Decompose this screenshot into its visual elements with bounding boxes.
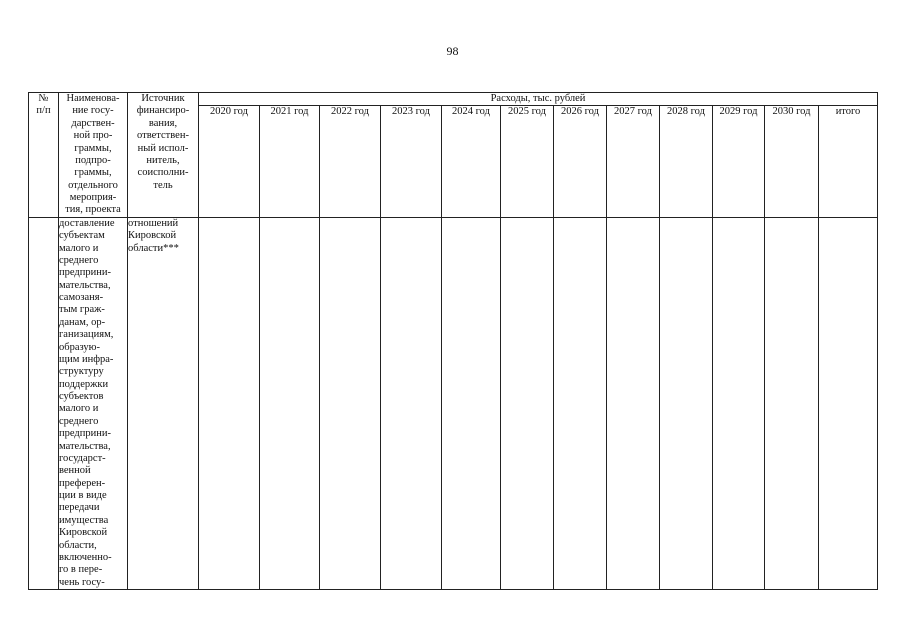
- cell-2028: [660, 217, 713, 589]
- cell-2026: [554, 217, 607, 589]
- header-year-2021: 2021 год: [260, 106, 320, 217]
- cell-name: доставление субъектам малого и среднего предприни- мательства, самозаня- тым граж- данам, ор- ганизациям, образую- щим инфра- структуру поддержки субъектов малого и среднего предприни- мательства, государст- венной преферен- ции в виде передачи имущества Кировской области, включенно- го в пере- чень госу-: [59, 217, 128, 589]
- cell-num: [29, 217, 59, 589]
- table-row: [29, 217, 878, 589]
- header-year-2030: 2030 год: [765, 106, 819, 217]
- budget-table: [28, 92, 878, 590]
- header-year-2023: 2023 год: [381, 106, 442, 217]
- cell-2022: [320, 217, 381, 589]
- cell-2023: [381, 217, 442, 589]
- cell-2020: [199, 217, 260, 589]
- page-number: 98: [446, 44, 459, 58]
- cell-2025: [501, 217, 554, 589]
- header-row-top: [29, 93, 878, 106]
- header-num: № п/п: [29, 93, 59, 218]
- cell-source: отношений Кировской области***: [128, 217, 199, 589]
- header-year-2026: 2026 год: [554, 106, 607, 217]
- cell-2030: [765, 217, 819, 589]
- cell-2024: [442, 217, 501, 589]
- header-expenses: Расходы, тыс. рублей: [199, 93, 878, 106]
- header-name: Наименова- ние госу- дарствен- ной про- граммы, подпро- граммы, отдельного мероприя- тия, проекта: [59, 93, 128, 218]
- header-total: итого: [819, 106, 878, 217]
- header-year-2028: 2028 год: [660, 106, 713, 217]
- cell-2021: [260, 217, 320, 589]
- header-source: Источник финансиро- вания, ответствен- ный испол- нитель, соисполни- тель: [128, 93, 199, 218]
- cell-2027: [607, 217, 660, 589]
- header-year-2029: 2029 год: [713, 106, 765, 217]
- header-year-2024: 2024 год: [442, 106, 501, 217]
- cell-total: [819, 217, 878, 589]
- cell-2029: [713, 217, 765, 589]
- header-year-2027: 2027 год: [607, 106, 660, 217]
- header-year-2020: 2020 год: [199, 106, 260, 217]
- header-year-2022: 2022 год: [320, 106, 381, 217]
- header-year-2025: 2025 год: [501, 106, 554, 217]
